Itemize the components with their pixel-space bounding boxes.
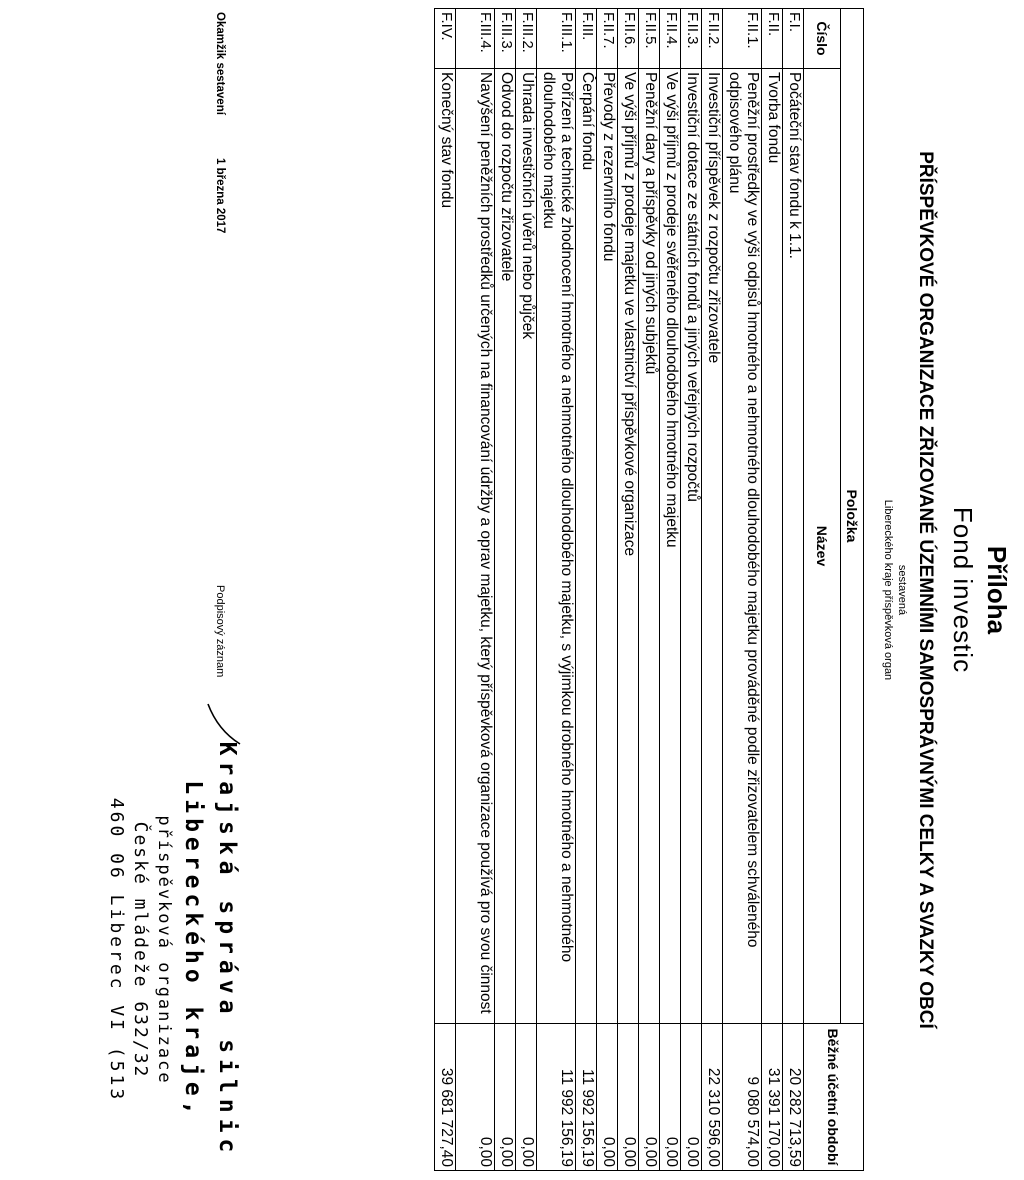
row-name: Konečný stav fondu: [435, 69, 456, 1024]
row-value: 0,00: [516, 1024, 537, 1171]
row-value: 9 080 574,00: [723, 1024, 762, 1171]
table-row: [660, 9, 681, 1171]
row-value: 0,00: [495, 1024, 516, 1171]
table-row: [576, 9, 597, 1171]
row-number: F.III.: [576, 9, 597, 69]
row-name: Odvod do rozpočtu zřizovatele: [495, 69, 516, 1024]
row-name: Počáteční stav fondu k 1.1.: [783, 69, 804, 1024]
row-name: Investiční dotace ze státních fondů a jiných veřejných rozpočtů: [681, 69, 702, 1024]
row-number: F.IV.: [435, 9, 456, 69]
value-column-header: Běžné účetní období: [804, 1024, 864, 1171]
row-name: Peněžní dary a příspěvky od jiných subjektů: [639, 69, 660, 1024]
row-name: Pořízení a technické zhodnocení hmotného a nehmotného dlouhodobého majetku, s výjimkou drobného hmotného a nehmotného dlouhodobého majetku: [537, 69, 576, 1024]
row-number: F.II.: [762, 9, 783, 69]
page-title: Příloha: [982, 545, 1012, 635]
row-number: F.III.3.: [495, 9, 516, 69]
row-value: 20 282 713,59: [783, 1024, 804, 1171]
row-value: 0,00: [639, 1024, 660, 1171]
fund-table: [434, 8, 864, 1171]
row-value: 31 391 170,00: [762, 1024, 783, 1171]
table-row: [783, 9, 804, 1171]
row-number: F.II.5.: [639, 9, 660, 69]
row-name: Tvorba fondu: [762, 69, 783, 1024]
number-column-header: Číslo: [804, 9, 841, 69]
table-row: [723, 9, 762, 1171]
table-row: [639, 9, 660, 1171]
table-row: [681, 9, 702, 1171]
table-row: [702, 9, 723, 1171]
stamp-line-4: České mládeže 632/32: [130, 821, 151, 1079]
fund-title: Fond investic: [948, 506, 978, 674]
signature-label: Podpisový záznam: [214, 585, 226, 678]
table-row: [456, 9, 495, 1171]
row-value: 11 992 156,19: [537, 1024, 576, 1171]
table-row: [618, 9, 639, 1171]
row-value: 0,00: [660, 1024, 681, 1171]
table-row: [537, 9, 576, 1171]
compiled-label: sestavená: [896, 564, 908, 616]
row-value: 0,00: [618, 1024, 639, 1171]
row-number: F.I.: [783, 9, 804, 69]
table-row: [495, 9, 516, 1171]
row-value: 0,00: [597, 1024, 618, 1171]
organization-stamp: [104, 720, 244, 1180]
row-number: F.III.2.: [516, 9, 537, 69]
row-value: 0,00: [456, 1024, 495, 1171]
row-number: F.II.7.: [597, 9, 618, 69]
timestamp-value: 1 března 2017: [214, 158, 226, 234]
row-number: F.II.3.: [681, 9, 702, 69]
table-row: [435, 9, 456, 1171]
row-name: Investiční příspěvek z rozpočtu zřizovatele: [702, 69, 723, 1024]
row-number: F.II.1.: [723, 9, 762, 69]
group-header: Položka: [841, 9, 864, 1024]
row-number: F.III.1.: [537, 9, 576, 69]
row-value: 39 681 727,40: [435, 1024, 456, 1171]
row-number: F.II.4.: [660, 9, 681, 69]
row-name: Převody z rezervního fondu: [597, 69, 618, 1024]
row-number: F.II.6.: [618, 9, 639, 69]
stamp-line-3: příspěvková organizace: [154, 815, 174, 1085]
row-name: Ve výši příjmů z prodeje svěřeného dlouhodobého hmotného majetku: [660, 69, 681, 1024]
row-name: Navýšení peněžních prostředků určených na financování údržby a oprav majetku, který příspěvková organizace používá pro svou činnost: [456, 69, 495, 1024]
name-column-header: Název: [804, 69, 841, 1024]
table-row: [516, 9, 537, 1171]
stamp-line-1: Krajská správa silnic: [214, 741, 240, 1159]
row-name: Peněžní prostředky ve výši odpisů hmotného a nehmotného dlouhodobého majetku prováděné podle zřizovatelem schváleného odpisového plánu: [723, 69, 762, 1024]
row-name: Úhrada investičních úvěrů nebo půjček: [516, 69, 537, 1024]
row-number: F.III.4.: [456, 9, 495, 69]
row-name: Čerpání fondu: [576, 69, 597, 1024]
row-number: F.II.2.: [702, 9, 723, 69]
organization-heading: PŘÍSPĚVKOVÉ ORGANIZACE ZŘIZOVANÉ ÚZEMNÍMI SAMOSPRÁVNÝMI CELKY A SVAZKY OBCÍ: [915, 151, 936, 1029]
row-value: 22 310 596,00: [702, 1024, 723, 1171]
table-row: [762, 9, 783, 1171]
row-value: 0,00: [681, 1024, 702, 1171]
timestamp-label: Okamžik sestavení: [214, 12, 226, 115]
table-row: [597, 9, 618, 1171]
stamp-line-5: 460 06 Liberec VI (513: [106, 797, 127, 1103]
row-name: Ve výši příjmů z prodeje majetku ve vlastnictví příspěvkové organizace: [618, 69, 639, 1024]
row-value: 11 992 156,19: [576, 1024, 597, 1171]
stamp-line-2: Libereckého kraje,: [180, 780, 206, 1120]
owner-label: Libereckého kraje příspěvková organ: [882, 499, 894, 681]
